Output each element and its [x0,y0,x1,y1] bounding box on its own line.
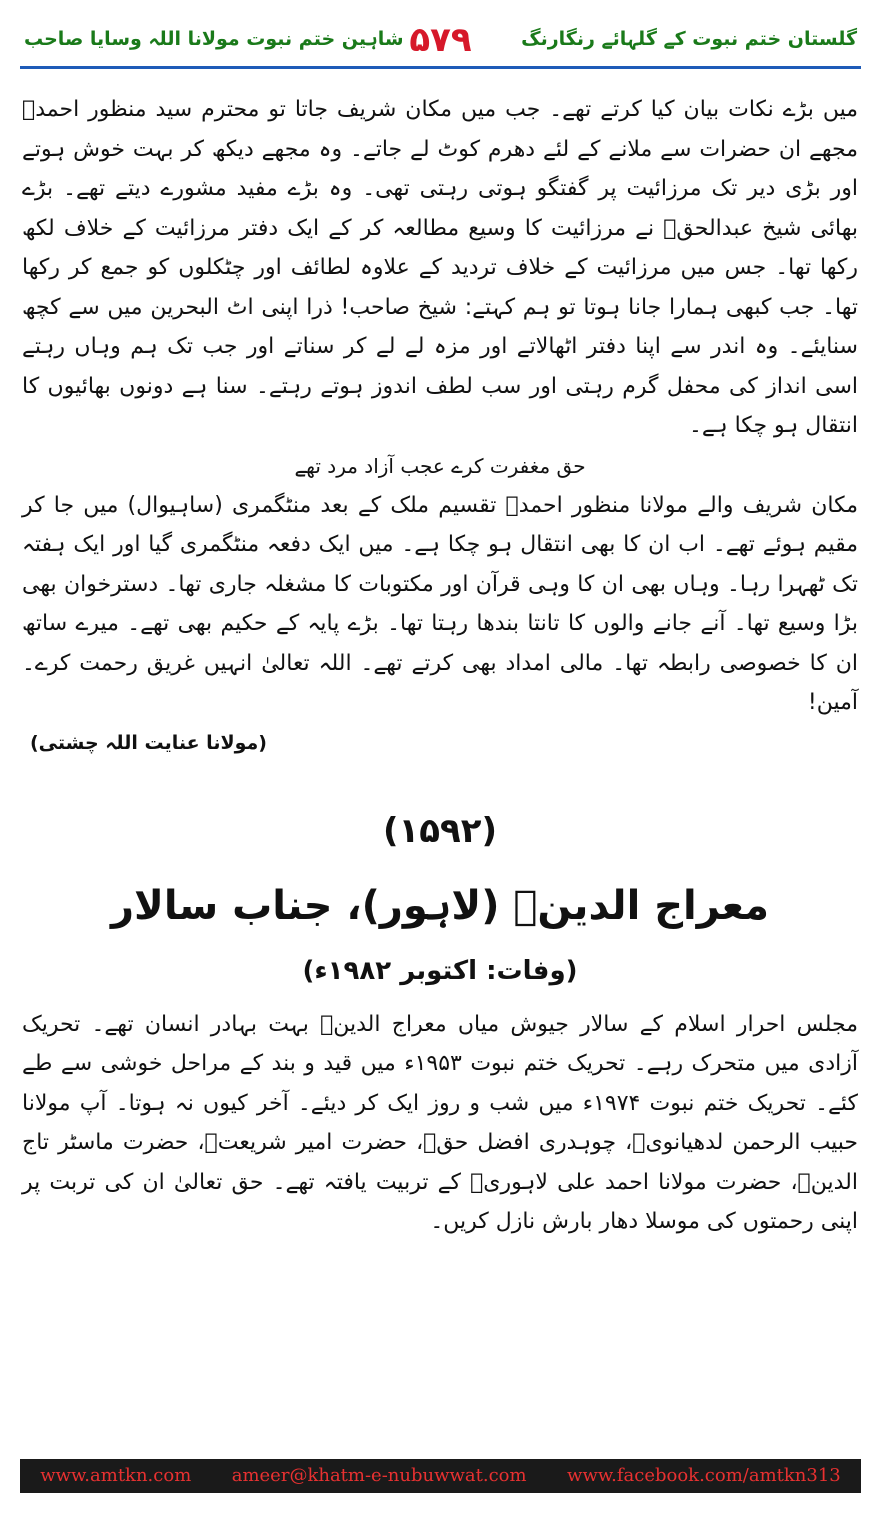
page-number: ۵۷۹ [409,20,472,60]
footer-website-link[interactable]: www.amtkn.com [40,1465,192,1486]
section-number: (۱۵۹۲) [382,810,498,851]
footer-facebook-link[interactable]: www.facebook.com/amtkn313 [567,1465,841,1486]
page-content [22,90,858,1445]
paragraph-1: میں بڑے نکات بیان کیا کرتے تھے۔ جب میں مکان شریف جاتا تو محترم سید منظور احمدؒ مجھے ان حضرات سے ملانے کے لئے دھرم کوٹ لے جاتے۔ وہ مجھے دیکھ کر بہت خوش ہوتے اور بڑی دیر تک مرزائیت پر گفتگو ہوتی رہتی تھی۔ وہ بڑے مفید مشورے دیتے تھے۔ بڑے بھائی شیخ عبدالحقؒ نے مرزائیت کا وسیع مطالعہ کر کے ایک دفتر مرزائیت کے خلاف لکھ رکھا تھا۔ جس میں مرزائیت کے خلاف تردید کے علاوہ لطائف اور چٹکلوں کو جمع کر رکھا تھا۔ جب کبھی ہمارا جانا ہوتا تو ہم کہتے: شیخ صاحب! ذرا اپنی اٹ البحرین میں سے کچھ سنایئے۔ وہ اندر سے اپنا دفتر اٹھالاتے اور مزہ لے لے کر سناتے اور جب تک ہم وہاں رہتے اسی انداز کی محفل گرم رہتی اور سب لطف اندوز ہوتے رہتے۔ سنا ہے دونوں بھائیوں کا انتقال ہو چکا ہے۔ [22,97,858,438]
attribution: (مولانا عنایت اللہ چشتی) [30,731,267,754]
header-book-title: گلستان ختم نبوت کے گلہائے رنگارنگ [521,28,857,50]
section-title: معراج الدینؒ (لاہور)، جناب سالار [111,882,769,929]
section-paragraph: مجلس احرار اسلام کے سالار جیوش میاں معراج الدینؒ بہت بہادر انسان تھے۔ تحریک آزادی میں متحرک رہے۔ تحریک ختم نبوت ۱۹۵۳ء میں قید و بند کے مراحل خوشی سے طے کئے۔ تحریک ختم نبوت ۱۹۷۴ء میں شب و روز ایک کر دیئے۔ آخر کیوں نہ ہوتا۔ آپ مولانا حبیب الرحمن لدھیانویؒ، چوہدری افضل حقؒ، حضرت امیر شریعتؒ، حضرت ماسٹر تاج الدینؒ، حضرت مولانا احمد علی لاہوریؒ کے تربیت یافتہ تھے۔ حق تعالیٰ ان کی تربت پر اپنی رحمتوں کی موسلا دھار بارش نازل کریں۔ [22,1011,858,1234]
section-subtitle: (وفات: اکتوبر ۱۹۸۲ء) [302,955,578,986]
header-author-title: شاہین ختم نبوت مولانا اللہ وسایا صاحب [24,28,404,50]
couplet: حق مغفرت کرے عجب آزاد مرد تھے [294,453,586,478]
page-header [20,16,861,69]
page-footer [20,1459,861,1493]
paragraph-2: مکان شریف والے مولانا منظور احمدؒ تقسیم ملک کے بعد منٹگمری (ساہیوال) میں جا کر مقیم ہوئے تھے۔ اب ان کا بھی انتقال ہو چکا ہے۔ میں ایک دفعہ منٹگمری گیا اور ایک ہفتہ تک ٹھہرا رہا۔ وہاں بھی ان کا وہی قرآن اور مکتوبات کا مشغلہ جاری تھا۔ دسترخوان بھی بڑا وسیع تھا۔ آنے جانے والوں کا تانتا بندھا رہتا تھا۔ بڑے پایہ کے حکیم بھی تھے۔ میرے ساتھ ان کا خصوصی رابطہ تھا۔ مالی امداد بھی کرتے تھے۔ اللہ تعالیٰ انہیں غریق رحمت کرے۔ آمین! [22,492,858,715]
footer-email-link[interactable]: ameer@khatm-e-nubuwwat.com [231,1465,527,1486]
